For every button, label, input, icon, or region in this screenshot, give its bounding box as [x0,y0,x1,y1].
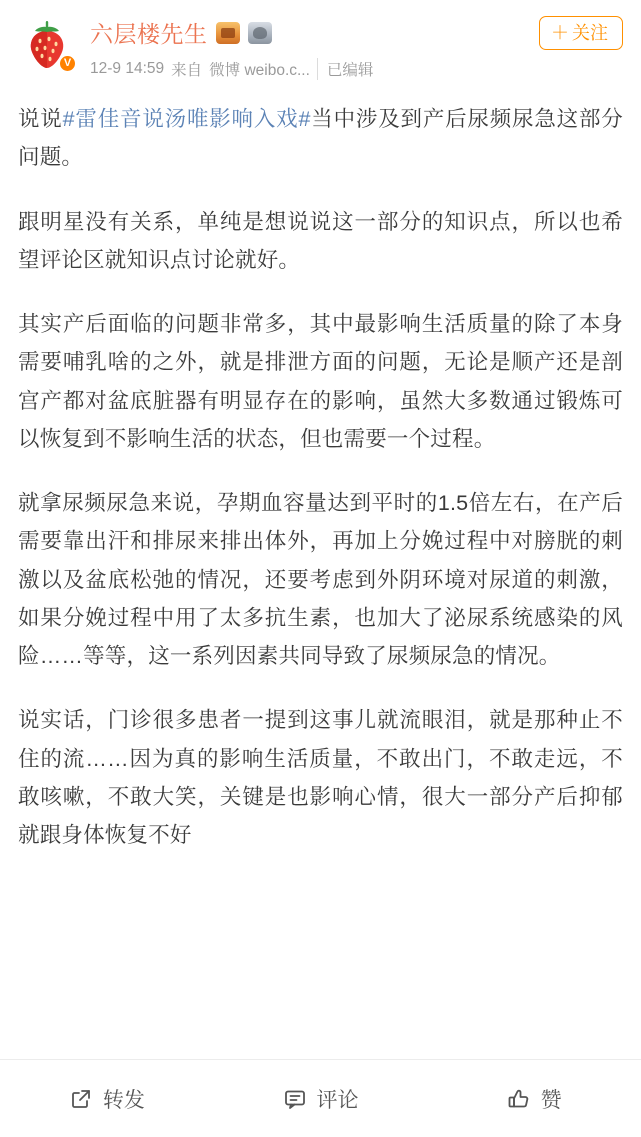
post-paragraph: 说实话，门诊很多患者一提到这事儿就流眼泪，就是那种止不住的流……因为真的影响生活质量，不敢出门，不敢走远，不敢咳嗽，不敢大笑，关键是也影响心情，很大一部分产后抑郁就跟身体恢复不好 [18,708,623,848]
comment-button[interactable] [214,1060,428,1137]
post-content [0,88,641,1059]
post-source[interactable]: 微博 weibo.c... [209,62,310,79]
verified-badge-icon: V [58,54,77,73]
like-button[interactable] [427,1060,641,1137]
post-paragraph: 其实产后面临的问题非常多，其中最影响生活质量的除了本身需要哺乳啥的之外，就是排泄方面的问题，无论是顺产还是剖宫产都对盆底脏器有明显存在的影响，虽然大多数通过锻炼可以恢复到不影响生活的状态，但也需要一个过程。 [18,312,623,451]
post-meta [90,58,539,80]
like-label: 赞 [540,1088,562,1112]
post-edited-tag: 已编辑 [317,58,374,80]
post-from-label: 来自 [171,62,203,79]
comment-label: 评论 [316,1088,359,1112]
action-toolbar [0,1059,641,1137]
repost-button[interactable] [0,1060,214,1137]
follow-button[interactable] [539,16,623,50]
author-name-row [90,16,539,49]
comment-icon [283,1087,307,1111]
medal-silver-icon[interactable] [248,22,272,44]
topic-link[interactable]: #雷佳音说汤唯影响入戏# [62,107,311,131]
post-header [0,0,641,88]
follow-button-label: 关注 [572,23,608,43]
thumbs-up-icon [507,1087,531,1111]
author-name[interactable]: 六层楼先生 [90,21,208,47]
repost-label: 转发 [102,1088,145,1112]
plus-icon: ＋ [551,23,569,43]
post-paragraph: 跟明星没有关系，单纯是想说说这一部分的知识点，所以也希望评论区就知识点讨论就好。 [18,209,623,272]
medal-gold-icon[interactable] [216,22,240,44]
post-paragraph: 说说#雷佳音说汤唯影响入戏#当中涉及到产后尿频尿急这部分问题。 [18,107,623,170]
author-info [90,14,539,80]
post-paragraph: 就拿尿频尿急来说，孕期血容量达到平时的1.5倍左右，在产后需要靠出汗和排尿来排出体外，再加上分娩过程中对膀胱的刺激以及盆底松弛的情况，还要考虑到外阴环境对尿道的刺激，如果分娩过程中用了太多抗生素，也加大了泌尿系统感染的风险……等等，这一系列因素共同导致了尿频尿急的情况。 [18,491,623,669]
avatar[interactable] [18,14,76,72]
share-icon [69,1087,93,1111]
content-fade-overlay [0,1025,641,1059]
post-time: 12-9 14:59 [90,60,165,77]
